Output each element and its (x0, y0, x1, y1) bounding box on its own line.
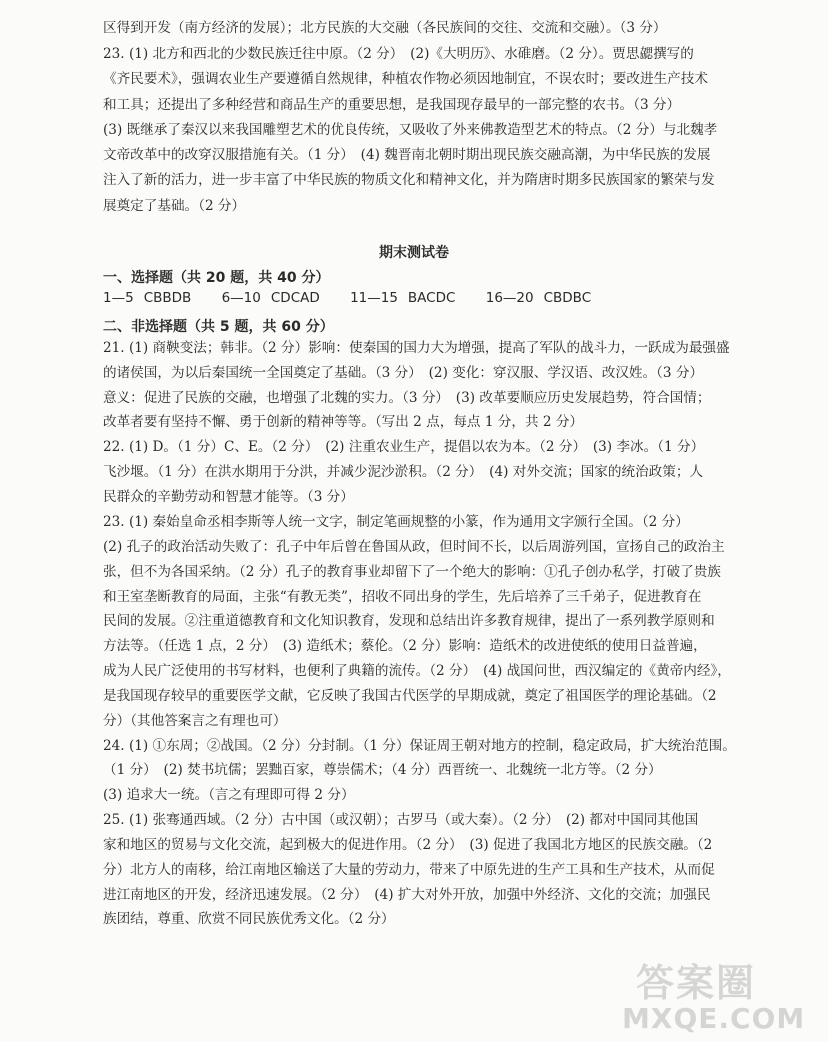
text-line: 23. (1) 北方和西北的少数民族迁往中原。（2 分） (2)《大明历》、水碓磨。（2 分）。贾思勰撰写的 (103, 46, 694, 62)
text-line: 家和地区的贸易与文化交流，起到极大的促进作用。（2 分） (3) 促进了我国北方地区的民族交融。（2 (103, 837, 713, 853)
text-line: 注入了新的活力，进一步丰富了中华民族的物质文化和精神文化，并为隋唐时期多民族国家的繁荣与发 (103, 172, 715, 188)
text-line: 和工具；还提出了多种经营和商品生产的重要思想，是我国现存最早的一部完整的农书。（3 分） (103, 97, 681, 113)
watermark-url: MXQE.COM (622, 1002, 806, 1035)
answer-range: 6—10 (221, 290, 261, 306)
text-line: 文帝改革中的改穿汉服措施有关。（1 分） (4) 魏晋南北朝时期出现民族交融高潮，为中华民族的发展 (103, 147, 711, 163)
answer-range: 1—5 (103, 290, 134, 306)
text-line: 区得到开发（南方经济的发展）；北方民族的大交融（各民族间的交往、交流和交融）。（3 分） (103, 20, 667, 36)
text-line: 进江南地区的开发，经济迅速发展。（2 分） (4) 扩大对外开放，加强中外经济、文化的交流；加强民 (103, 887, 711, 903)
text-line: (3) 既继承了秦汉以来我国雕塑艺术的优良传统，又吸收了外来佛教造型艺术的特点。（2 分）与北魏孝 (103, 122, 718, 138)
text-line: 民群众的辛勤劳动和智慧才能等。（3 分） (103, 489, 354, 505)
text-line: 的诸侯国，为以后秦国统一全国奠定了基础。（3 分） (2) 变化：穿汉服、学汉语、改汉姓。（3 分） (103, 365, 704, 381)
text-line: 分）（其他答案言之有理也可） (103, 713, 287, 729)
text-line: 23. (1) 秦始皇命丞相李斯等人统一文字，制定笔画规整的小篆，作为通用文字颁行全国。（2 分） (103, 514, 689, 530)
answer-range: 11—15 (350, 290, 398, 306)
text-line: 方法等。（任选 1 点，2 分） (3) 造纸术；蔡伦。（2 分）影响：造纸术的改进使纸的使用日益普遍， (103, 638, 707, 654)
watermark-logo: 答案圈 (636, 961, 757, 1005)
text-line: 是我国现存较早的重要医学文献，它反映了我国古代医学的早期成就，奠定了祖国医学的理论基础。（2 (103, 688, 717, 704)
text-line: 改革者要有坚持不懈、勇于创新的精神等等。（写出 2 点，每点 1 分，共 2 分） (103, 414, 584, 430)
text-line: 张，但不为各国采纳。（2 分）孔子的教育事业却留下了一个绝大的影响：①孔子创办私学，打破了贵族 (103, 564, 721, 580)
text-line: 《齐民要术》，强调农业生产要遵循自然规律，种植农作物必须因地制宜，不误农时；要改进生产技术 (103, 71, 708, 87)
text-line: (3) 追求大一统。（言之有理即可得 2 分） (103, 787, 355, 803)
text-line: 飞沙堰。（1 分）在洪水期用于分洪，并减少泥沙淤积。（2 分） (4) 对外交流；国家的统治政策；人 (103, 464, 704, 480)
answer-range: 16—20 (485, 290, 534, 306)
text-line: 成为人民广泛使用的书写材料，也便利了典籍的流传。（2 分） (4) 战国问世，西汉编定的《黄帝内经》， (103, 663, 731, 679)
text-line: 22. (1) D。（1 分）C、E。（2 分） (2) 注重农业生产，提倡以农为本。（2 分） (3) 李冰。（1 分） (103, 439, 705, 455)
choice-answer-key (103, 290, 617, 306)
answer-key: CBDBC (543, 290, 592, 306)
text-line: 24. (1) ①东周；②战国。（2 分）分封制。（1 分）保证周王朝对地方的控制，稳定政局，扩大统治范围。 (103, 738, 736, 754)
text-line: 分）北方人的南移，给江南地区输送了大量的劳动力，带来了中原先进的生产工具和生产技术，从而促 (103, 862, 715, 878)
answer-key: CDCAD (270, 290, 320, 306)
text-line: 族团结，尊重、欣赏不同民族优秀文化。（2 分） (103, 911, 395, 927)
text-line: 25. (1) 张骞通西域。（2 分）古中国（或汉朝）；古罗马（或大秦）。（2 分） (2) 都对中国同其他国 (103, 812, 699, 828)
text-line: 民间的发展。②注重道德教育和文化知识教育，发现和总结出许多教育规律，提出了一系列教学原则和 (103, 613, 715, 629)
answer-key: CBBDB (143, 290, 192, 306)
section-heading-nonchoice: 二、非选择题（共 5 题，共 60 分） (103, 319, 334, 335)
page-title: 期末测试卷 (379, 245, 449, 261)
text-line: 展奠定了基础。（2 分） (103, 198, 246, 214)
answer-key: BACDC (407, 290, 456, 306)
text-line: 和王室垄断教育的局面，主张“有教无类”，招收不同出身的学生，先后培养了三千弟子，促进教育在 (103, 589, 702, 605)
text-line: 21. (1) 商鞅变法；韩非。（2 分）影响：使秦国的国力大为增强，提高了军队的战斗力，一跃成为最强盛 (103, 340, 730, 356)
watermark (610, 950, 810, 1040)
text-line: (2) 孔子的政治活动失败了：孔子中年后曾在鲁国从政，但时间不长，以后周游列国，宣扬自己的政治主 (103, 539, 725, 555)
text-line: （1 分） (2) 焚书坑儒；罢黜百家，尊崇儒术；（4 分）西晋统一、北魏统一北方等。（2 分） (103, 762, 662, 778)
text-line: 意义：促进了民族的交融，也增强了北魏的实力。（3 分） (3) 改革要顺应历史发展趋势，符合国情； (103, 390, 711, 406)
section-heading-choice: 一、选择题（共 20 题，共 40 分） (103, 270, 330, 286)
